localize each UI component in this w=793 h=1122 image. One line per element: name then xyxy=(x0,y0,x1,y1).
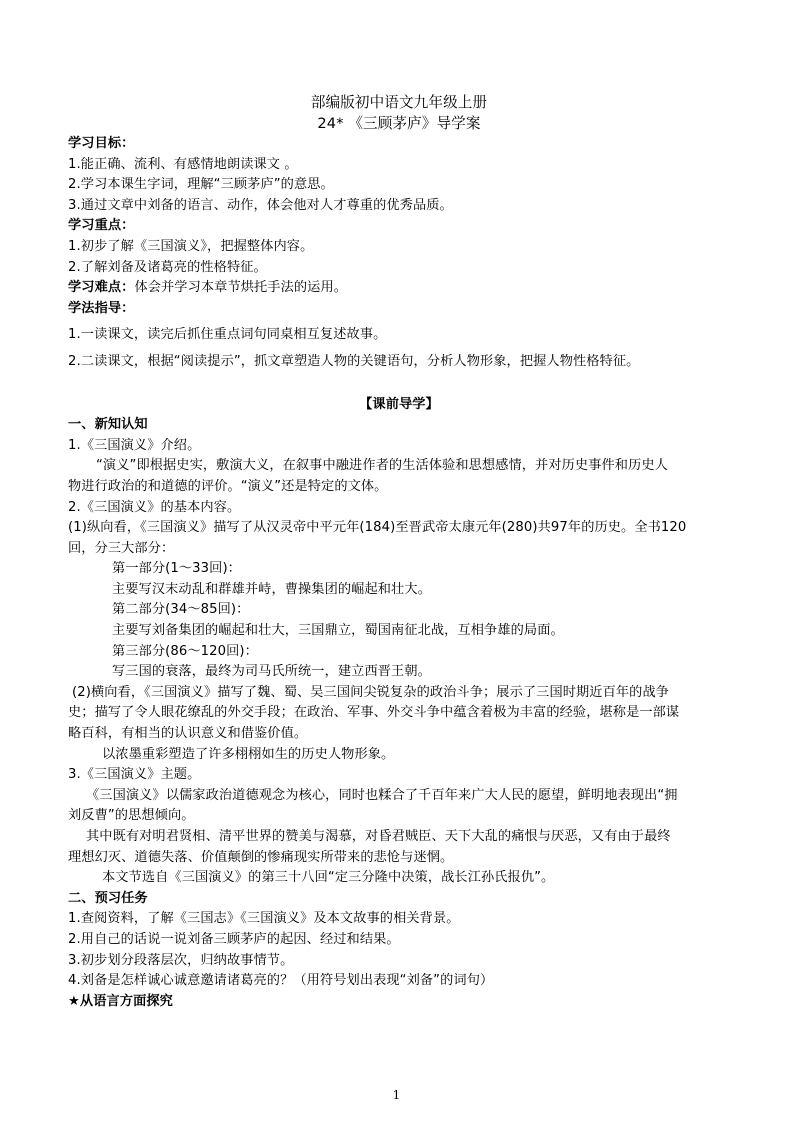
difficulty-line xyxy=(68,278,730,299)
preview-heading: 【课前导学】 xyxy=(359,396,439,412)
section1-line: 第三部分(86～120回)： xyxy=(112,643,258,659)
section1-line: 刘反曹”的思想倾向。 xyxy=(68,808,195,824)
document-title: 部编版初中语文九年级上册 xyxy=(310,94,488,111)
section1-line: 回，分三大部分： xyxy=(68,540,175,556)
section1-line: 第一部分(1～33回)： xyxy=(112,561,241,577)
goal-item: 1.能正确、流利、有感情地朗读课文 。 xyxy=(68,156,298,172)
task-item: 1.查阅资料，了解《三国志》《三国演义》及本文故事的相关背景。 xyxy=(68,911,460,927)
section1-line: 主要写汉末动乱和群雄并峙，曹操集团的崛起和壮大。 xyxy=(112,581,431,597)
section1-line: 1.《三国演义》介绍。 xyxy=(68,437,201,453)
section1-line: 2.《三国演义》的基本内容。 xyxy=(68,499,241,515)
keypoints-heading: 学习重点： xyxy=(68,218,135,234)
section1-heading: 一、新知认知 xyxy=(68,417,148,433)
section1-line: 以浓墨重彩塑造了许多栩栩如生的历史人物形象。 xyxy=(102,746,395,762)
section1-line: 理想幻灭、道德失落、价值颠倒的惨痛现实所带来的悲怆与迷惘。 xyxy=(68,849,454,865)
section1-line: 物进行政治的和道德的评价。“演义”还是特定的文体。 xyxy=(68,478,388,494)
section1-line: 第二部分(34～85回)： xyxy=(112,602,250,618)
keypoint-item: 1.初步了解《三国演义》，把握整体内容。 xyxy=(68,238,314,254)
section1-line: 本文节选自《三国演义》的第三十八回“定三分隆中决策，战长江孙氏报仇”。 xyxy=(102,870,555,886)
star-line: ★从语言方面探究 xyxy=(68,993,173,1009)
section1-line: 《三国演义》以儒家政治道德观念为核心，同时也糅合了千百年来广大人民的愿望，鲜明地表现出“拥 xyxy=(86,787,678,803)
section1-line: 史；描写了令人眼花缭乱的外交手段；在政治、军事、外交斗争中蕴含着极为丰富的经验，堪称是一部谋 xyxy=(68,705,680,721)
method-item: 1.一读课文，读完后抓住重点词句同桌相互复述故事。 xyxy=(68,327,387,343)
section1-line: (2)横向看，《三国演义》描写了魏、蜀、吴三国间尖锐复杂的政治斗争；展示了三国时期近百年的战争 xyxy=(72,684,670,700)
section1-line: 写三国的衰落，最终为司马氏所统一，建立西晋王朝。 xyxy=(112,664,431,680)
section1-line: 主要写刘备集团的崛起和壮大，三国鼎立，蜀国南征北战，互相争雄的局面。 xyxy=(112,623,564,639)
document-subtitle: 24* 《三顾茅庐》导学案 xyxy=(317,115,481,132)
page-number: 1 xyxy=(392,1088,401,1102)
task-item: 3.初步划分段落层次，归纳故事情节。 xyxy=(68,952,294,968)
difficulty-text: 体会并学习本章节烘托手法的运用。 xyxy=(134,280,348,296)
method-heading: 学法指导： xyxy=(68,300,135,316)
task-item: 4.刘备是怎样诚心诚意邀请诸葛亮的？（用符号划出表现“刘备”的词句） xyxy=(68,973,494,989)
goal-item: 2.学习本课生字词，理解“三顾茅庐”的意思。 xyxy=(68,177,334,193)
section1-line: (1)纵向看，《三国演义》描写了从汉灵帝中平元年(184)至晋武帝太康元年(280)共97年的历史。全书120 xyxy=(68,520,687,536)
document-body xyxy=(68,92,730,1012)
keypoint-item: 2.了解刘备及诸葛亮的性格特征。 xyxy=(68,259,267,275)
section1-line: 3.《三国演义》主题。 xyxy=(68,767,201,783)
section1-line: 略百科，有相当的认识意义和借鉴价值。 xyxy=(68,726,308,742)
method-item: 2.二读课文，根据“阅读提示”，抓文章塑造人物的关键语句，分析人物形象，把握人物性格特征。 xyxy=(68,353,640,369)
section1-line: 其中既有对明君贤相、清平世界的赞美与渴慕，对昏君贼臣、天下大乱的痛恨与厌恶，又有由于最终 xyxy=(86,829,671,844)
goal-item: 3.通过文章中刘备的语言、动作，体会他对人才尊重的优秀品质。 xyxy=(68,197,453,213)
section2-heading: 二、预习任务 xyxy=(68,890,148,906)
goals-heading: 学习目标： xyxy=(68,136,135,151)
task-item: 2.用自己的话说一说刘备三顾茅庐的起因、经过和结果。 xyxy=(68,931,400,947)
section1-line: “演义”即根据史实，敷演大义，在叙事中融进作者的生活体验和思想感情，并对历史事件和历史人 xyxy=(96,458,668,474)
difficulty-heading: 学习难点： xyxy=(68,280,135,296)
